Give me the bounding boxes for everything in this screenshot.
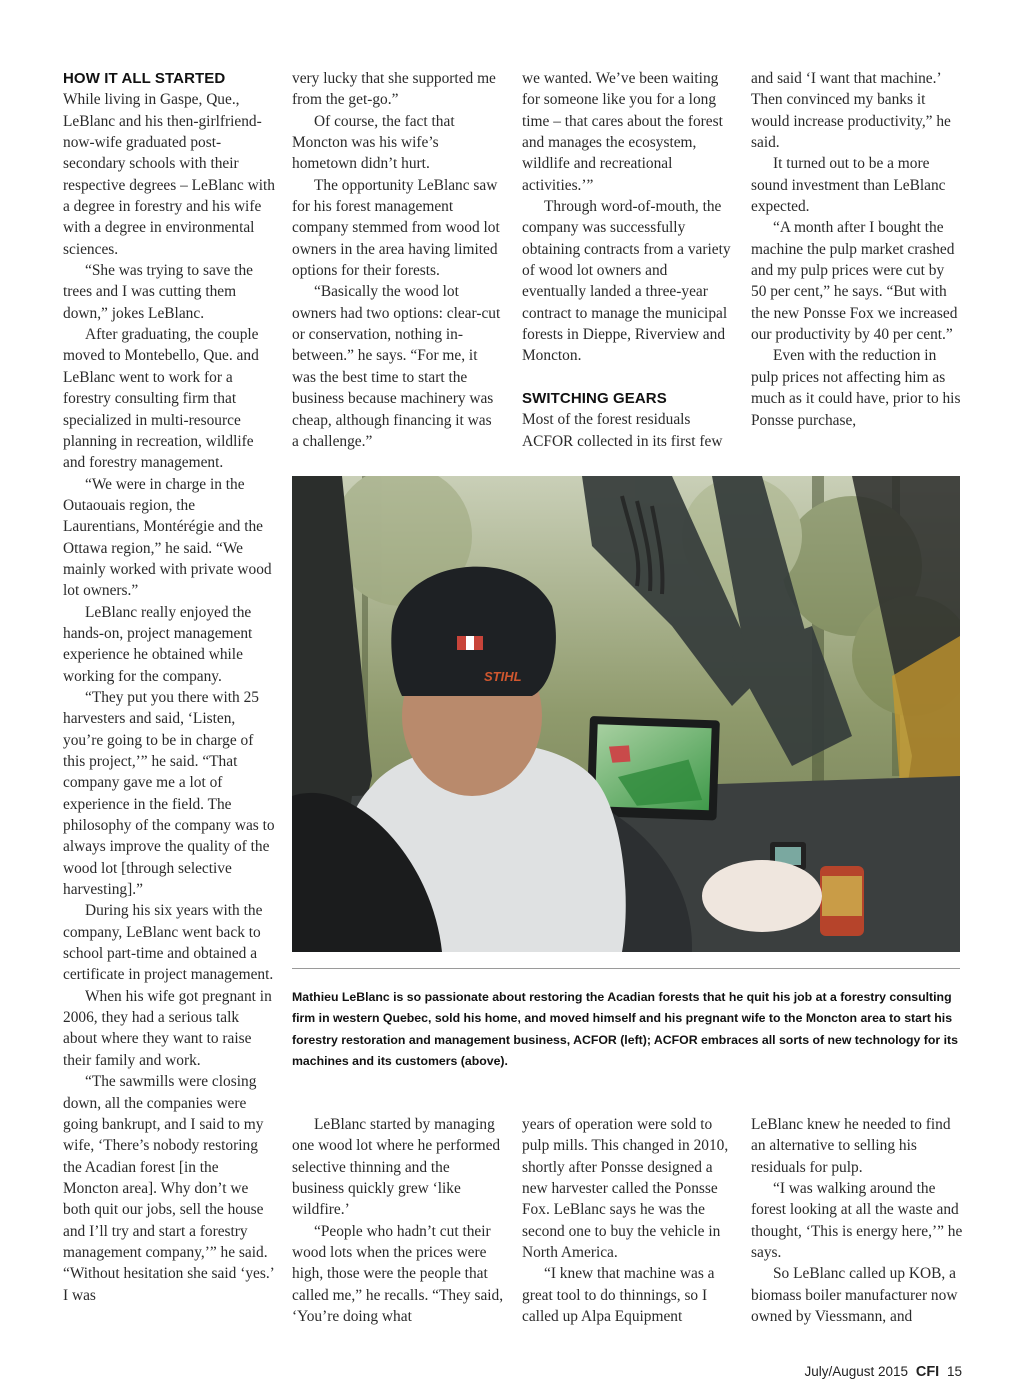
section-heading: SWITCHING GEARS xyxy=(522,389,667,407)
column-2 xyxy=(292,68,502,452)
body-paragraph: and said ‘I want that machine.’ Then convinced my banks it would increase productivity,” he said. xyxy=(751,70,951,152)
spacer xyxy=(522,367,734,388)
caption-rule xyxy=(292,968,960,969)
column-4 xyxy=(751,68,963,431)
column-4-bottom xyxy=(751,1114,963,1327)
body-paragraph: It turned out to be a more sound investment than LeBlanc expected. xyxy=(751,155,946,216)
svg-text:STIHL: STIHL xyxy=(484,669,522,684)
body-paragraph: we wanted. We’ve been waiting for someone like you for a long time – that cares about the forest and manages the ecosystem, wildlife and recreational activities.’” xyxy=(522,70,723,194)
column-1 xyxy=(63,68,275,1306)
body-paragraph: years of operation were sold to pulp mills. This changed in 2010, shortly after Ponsse designed a new harvester called the Ponsse Fox. LeBlanc says he was the second one to buy the vehicle in North America. xyxy=(522,1116,729,1262)
body-paragraph: The opportunity LeBlanc saw for his forest management company stemmed from wood lot owners in the area having limited options for their forests. xyxy=(292,176,500,280)
body-paragraph: “She was trying to save the trees and I was cutting them down,” jokes LeBlanc. xyxy=(63,262,253,322)
body-paragraph: So LeBlanc called up KOB, a biomass boiler manufacturer now owned by Viessmann, and xyxy=(751,1265,958,1326)
body-paragraph: “The sawmills were closing down, all the companies were going bankrupt, and I said to my wife, ‘There’s nobody restoring the Acadian forest [in the Moncton area]. Why don’t we both quit our jobs, sell the house and I’ll try and start a forestry management company,’” he said. “Without hesitation she said ‘yes.’ I was xyxy=(63,1073,274,1304)
body-paragraph: “People who hadn’t cut their wood lots when the prices were high, those were the people that called me,” he recalls. “They said, ‘You’re doing what xyxy=(292,1222,504,1326)
column-2-bottom xyxy=(292,1114,504,1327)
body-paragraph: LeBlanc really enjoyed the hands-on, project management experience he obtained while working for the company. xyxy=(63,603,253,685)
body-paragraph: LeBlanc knew he needed to find an alternative to selling his residuals for pulp. xyxy=(751,1116,951,1176)
body-paragraph: During his six years with the company, LeBlanc went back to school part-time and obtained a certificate in project management. xyxy=(63,902,274,984)
page-footer xyxy=(805,1364,963,1380)
body-paragraph: “I was walking around the forest looking at all the waste and thought, ‘This is energy here,’” he says. xyxy=(751,1180,963,1262)
body-paragraph: Even with the reduction in pulp prices not affecting him as much as it could have, prior to his Ponsse purchase, xyxy=(751,347,961,429)
body-paragraph: While living in Gaspe, Que., LeBlanc and his then-girlfriend-now-wife graduated post-secondary schools with their respective degrees – LeBlanc with a degree in forestry and his wife with a degree in environmental sciences. xyxy=(63,91,275,258)
body-paragraph: “I knew that machine was a great tool to do thinnings, so I called up Alpa Equipment xyxy=(522,1265,715,1326)
body-paragraph: Of course, the fact that Moncton was his wife’s hometown didn’t hurt. xyxy=(292,112,455,173)
issue-date: July/August 2015 xyxy=(804,1364,909,1379)
body-paragraph: “We were in charge in the Outaouais region, the Laurentians, Montérégie and the Ottawa region,” he said. “We mainly worked with private wood lot owners.” xyxy=(63,475,272,600)
body-paragraph: very lucky that she supported me from the get-go.” xyxy=(292,70,496,109)
body-paragraph: Through word-of-mouth, the company was successfully obtaining contracts from a variety of wood lot owners and eventually landed a three-year contract to manage the municipal forests in Dieppe, Riverview and Moncton. xyxy=(522,198,731,365)
column-3 xyxy=(522,68,734,452)
section-heading: HOW IT ALL STARTED xyxy=(63,70,226,87)
body-paragraph: After graduating, the couple moved to Montebello, Que. and LeBlanc went to work for a forestry consulting firm that specialized in multi-resource planning in recreation, wildlife and forestry management. xyxy=(63,326,259,472)
page-number: 15 xyxy=(946,1364,962,1379)
harvester-cab-photo xyxy=(292,476,960,952)
body-paragraph: LeBlanc started by managing one wood lot where he performed selective thinning and the business quickly grew ‘like wildfire.’ xyxy=(292,1116,501,1219)
body-paragraph: “Basically the wood lot owners had two options: clear-cut or conservation, nothing in-between.” he says. “For me, it was the best time to start the business because machinery was cheap, although financing it was a challenge.” xyxy=(292,283,501,450)
photo-caption: Mathieu LeBlanc is so passionate about restoring the Acadian forests that he quit his job at a forestry consulting firm in western Quebec, sold his home, and moved himself and his pregnant wife to the Moncton area to start his forestry restoration and management business, ACFOR (left); ACFOR embraces all sorts of new technology for its machines and its customers (above). xyxy=(292,990,958,1068)
magazine-brand: CFI xyxy=(915,1364,940,1380)
column-3-bottom xyxy=(522,1114,734,1327)
body-paragraph: Most of the forest residuals ACFOR collected in its first few xyxy=(522,411,723,450)
body-paragraph: When his wife got pregnant in 2006, they had a serious talk about where they want to raise their family and work. xyxy=(63,987,272,1069)
body-paragraph: “A month after I bought the machine the pulp market crashed and my pulp prices were cut by 50 per cent,” he says. “But with the new Ponsse Fox we increased our productivity by 40 per cent.” xyxy=(751,219,958,344)
body-paragraph: “They put you there with 25 harvesters and said, ‘Listen, you’re going to be in charge of this project,’” he said. “That company gave me a lot of experience in the field. The philosophy of the company was to always improve the quality of the wood lot [through selective harvesting].” xyxy=(63,688,275,899)
